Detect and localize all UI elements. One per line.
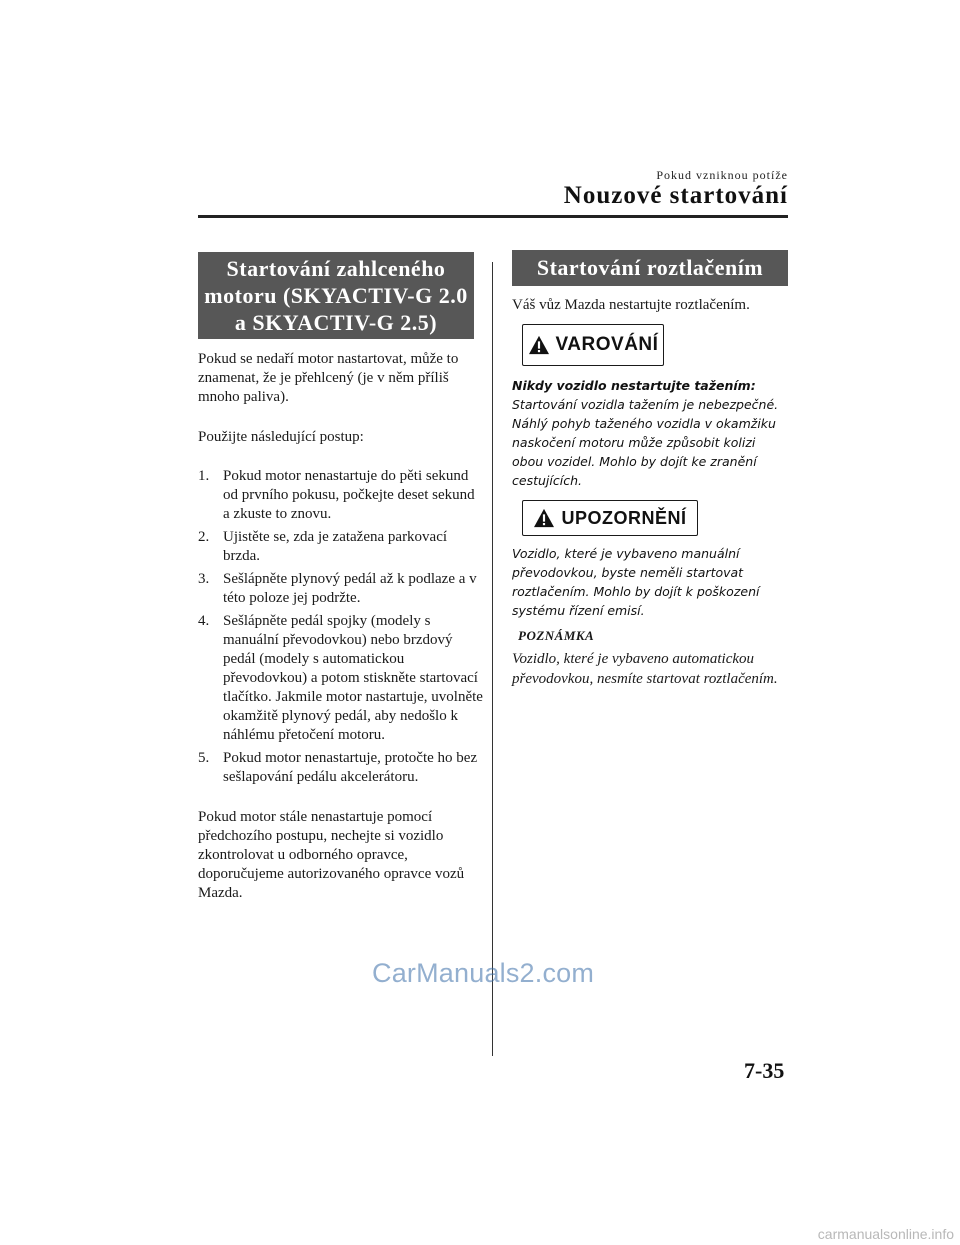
footer-site: carmanualsonline.info: [817, 1226, 954, 1242]
page-number: 7-35: [744, 1058, 785, 1083]
caution-label-text: UPOZORNĚNÍ: [561, 507, 687, 528]
procedure-intro: Použijte následující postup:: [198, 429, 364, 445]
flooded-engine-heading: [198, 252, 474, 339]
caution-text: Vozidlo, které je vybaveno manuální převodovkou, byste neměli startovat roztlačením. Mohlo by dojít k poškození systému řízení emisí.: [512, 546, 760, 618]
caution-label: [522, 500, 698, 536]
warning-body: [512, 376, 788, 490]
warning-label-text: VAROVÁNÍ: [555, 334, 659, 355]
caution-triangle-icon: [533, 508, 555, 528]
step-text: Sešlápněte plynový pedál až k podlaze a v této poloze jej podržte.: [223, 571, 477, 606]
warning-lead: Nikdy vozidlo nestartujte tažením:: [512, 378, 756, 393]
heading-line-3: a SKYACTIV-G 2.5): [234, 310, 438, 335]
step-number: 3.: [198, 571, 210, 587]
note-text: Vozidlo, které je vybaveno automatickou převodovkou, nesmíte startovat roztlačením.: [512, 651, 778, 687]
push-start-heading: Startování roztlačením: [512, 250, 788, 286]
push-start-intro: Váš vůz Mazda nestartujte roztlačením.: [512, 297, 750, 313]
step-item: [198, 612, 483, 745]
heading-line-2: motoru (SKYACTIV-G 2.0: [204, 283, 468, 308]
warning-label: [522, 324, 664, 366]
warning-text: Startování vozidla tažením je nebezpečné. Náhlý pohyb taženého vozidla v okamžiku naskočení motoru může způsobit kolizi obou vozidel. Mohlo by dojít ke zranění cestujících.: [512, 397, 779, 488]
step-item: [198, 570, 483, 608]
step-item: [198, 467, 483, 524]
step-text: Sešlápněte pedál spojky (modely s manuální převodovkou) nebo brzdový pedál (modely s automatickou převodovkou) a potom stiskněte startovací tlačítko. Jakmile motor nastartuje, uvolněte okamžitě plynový pedál, aby nedošlo k náhlému přetočení motoru.: [223, 613, 483, 743]
step-item: [198, 749, 483, 787]
chapter-title: Pokud vzniknou potíže: [656, 168, 788, 182]
step-number: 4.: [198, 613, 210, 629]
column-divider: [492, 262, 493, 1056]
watermark: CarManuals2.com: [372, 958, 595, 988]
header-rule: [198, 215, 788, 218]
step-number: 5.: [198, 750, 210, 766]
step-number: 2.: [198, 529, 210, 545]
closing-paragraph: Pokud motor stále nenastartuje pomocí předchozího postupu, nechejte si vozidlo zkontrolovat u odborného opravce, doporučujeme autorizovaného opravce vozů Mazda.: [198, 809, 465, 901]
note-title: POZNÁMKA: [518, 628, 595, 643]
heading-line-1: Startování zahlceného: [226, 256, 446, 281]
procedure-steps: [198, 467, 483, 791]
step-item: [198, 528, 483, 566]
flooded-intro: Pokud se nedaří motor nastartovat, může to znamenat, že je přehlcený (je v něm příliš mnoho paliva).: [198, 351, 459, 405]
step-number: 1.: [198, 468, 210, 484]
step-text: Pokud motor nenastartuje do pěti sekund od prvního pokusu, počkejte deset sekund a zkuste to znovu.: [223, 468, 475, 522]
step-text: Pokud motor nenastartuje, protočte ho bez sešlapování pedálu akcelerátoru.: [223, 750, 478, 785]
warning-triangle-icon: [528, 335, 550, 355]
section-title: Nouzové startování: [563, 182, 788, 209]
step-text: Ujistěte se, zda je zatažena parkovací brzda.: [223, 529, 448, 564]
